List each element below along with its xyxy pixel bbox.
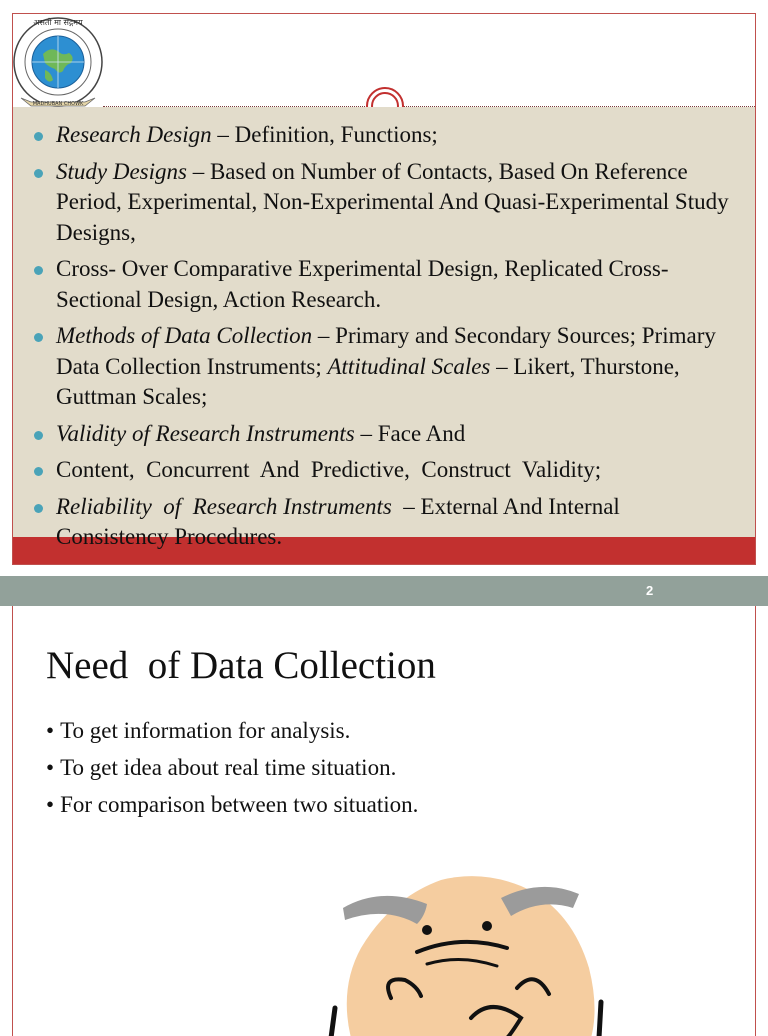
slide-2 bbox=[12, 606, 756, 1036]
bullet-icon bbox=[34, 431, 43, 440]
list-item: • For comparison between two situation. bbox=[46, 792, 419, 817]
bullet-char: • bbox=[46, 792, 55, 817]
bullet-icon bbox=[34, 504, 43, 513]
bullet-icon bbox=[34, 266, 43, 275]
bullet-icon bbox=[34, 467, 43, 476]
bullet-icon bbox=[34, 169, 43, 178]
list-item: Cross- Over Comparative Experimental Design, Replicated Cross-Sectional Design, Action Research. bbox=[32, 254, 744, 315]
reasons-list bbox=[46, 712, 418, 823]
logo-banner-text: MADHUBAN CHOWK bbox=[32, 101, 84, 107]
list-item: • To get information for analysis. bbox=[46, 718, 351, 743]
thinking-face-illustration bbox=[321, 868, 611, 1036]
bullet-icon bbox=[34, 333, 43, 342]
list-item: • To get idea about real time situation. bbox=[46, 755, 397, 780]
page-number: 2 bbox=[646, 583, 654, 598]
list-item: Study Designs – Based on Number of Contacts, Based On Reference Period, Experimental, Non-Experimental And Quasi-Experimental Study Designs, bbox=[32, 157, 744, 249]
list-item: Research Design – Definition, Functions; bbox=[32, 120, 744, 151]
list-item: Reliability of Research Instruments – External And Internal Consistency Procedures. bbox=[32, 492, 744, 553]
bullet-icon bbox=[34, 132, 43, 141]
institute-logo bbox=[12, 13, 109, 116]
slide-separator bbox=[0, 576, 768, 606]
syllabus-list bbox=[32, 120, 744, 559]
list-item: Validity of Research Instruments – Face And bbox=[32, 419, 744, 450]
list-item: Content, Concurrent And Predictive, Construct Validity; bbox=[32, 455, 744, 486]
list-item: Methods of Data Collection – Primary and Secondary Sources; Primary Data Collection Instruments; Attitudinal Scales – Likert, Thurstone, Guttman Scales; bbox=[32, 321, 744, 413]
logo-top-text: असतो मा सद्गमय bbox=[33, 18, 83, 27]
slide-title: Need of Data Collection bbox=[46, 644, 436, 687]
bullet-char: • bbox=[46, 755, 55, 780]
bullet-char: • bbox=[46, 718, 55, 743]
